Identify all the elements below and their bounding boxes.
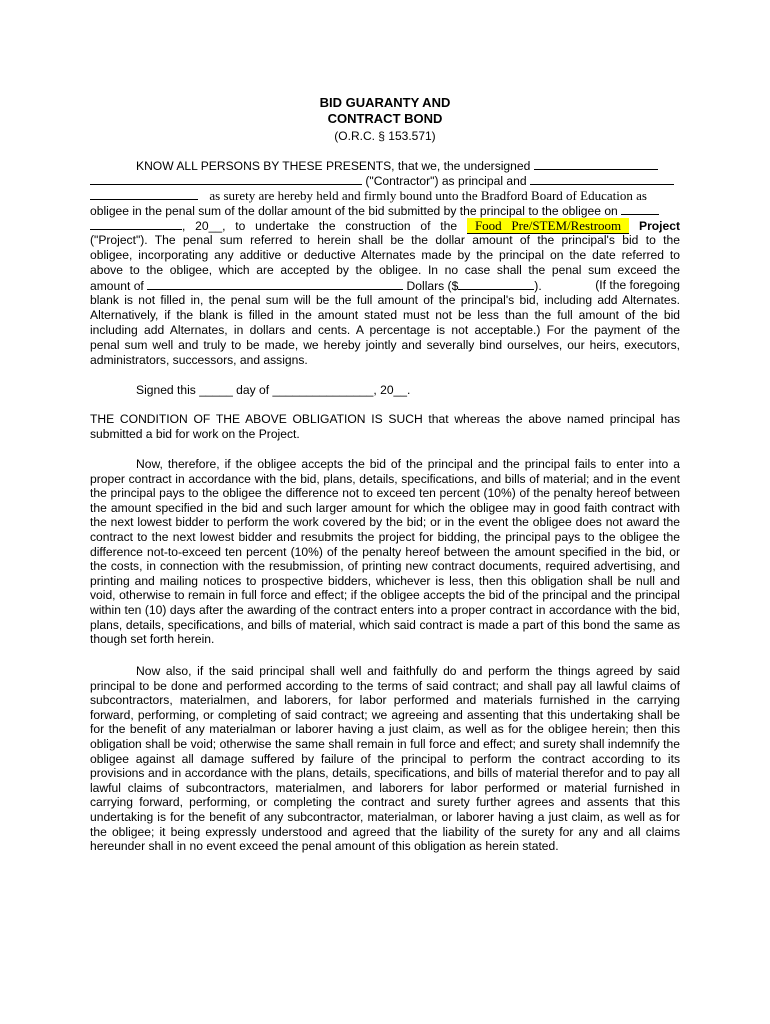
p1-line6: ("Project"). The penal sum referred to herein shall be the dollar amount of the principal's bid to the: [90, 233, 680, 247]
p1-line8: above to the obligee, which are accepted by the obligee. In no case shall the penal sum exceed the: [90, 263, 680, 277]
penal-sum-amount-blank[interactable]: [458, 278, 534, 290]
p1-line11: Alternatively, if the blank is filled in the amount stated must not be less than the full amount of the bid: [90, 308, 680, 322]
p1-line9: amount of Dollars ($ ). (If the foregoing: [90, 278, 680, 293]
p1-line13: penal sum well and truly to be made, we hereby jointly and severally bind ourselves, our heirs, executors,: [90, 338, 680, 352]
p1-line5: , 20__, to undertake the construction of the Food Pre/STEM/Restroom Project: [90, 218, 680, 234]
condition-paragraph: THE CONDITION OF THE ABOVE OBLIGATION IS SUCH that whereas the above named principal has submitted a bid for work on the Project.: [90, 412, 680, 441]
signed-line: Signed this _____ day of _______________, 20__.: [136, 383, 411, 397]
surety-name-blank-cont[interactable]: [90, 188, 198, 200]
document-title-line1: BID GUARANTY AND: [319, 95, 451, 110]
document-title-line2: CONTRACT BOND: [327, 111, 443, 126]
p1-line2: ("Contractor") as principal and: [90, 173, 680, 189]
p1-line10: blank is not filled in, the penal sum will be the full amount of the principal's bid, including add Alternates.: [90, 293, 680, 307]
contractor-name-blank[interactable]: [534, 158, 658, 170]
paragraph-now-therefore: Now, therefore, if the obligee accepts the bid of the principal and the principal fails to enter into a proper contract in accordance with the bid, plans, details, specifications, and bills of material; and in the event the principal pays to the obligee the difference not to exceed ten percent (10%) of the penalty hereof between the amount specified in the bid and such larger amount for which the obligee may in good faith contract with the next lowest bidder to perform the work covered by the bid; or in the event the obligee does not award the contract to the next lowest bidder and resubmits the project for bidding, the principal pays to the obligee the difference not-to-exceed ten percent (10%) of the penalty hereof between the amount specified in the bid, or the costs, in connection with the resubmission, of printing new contract documents, required advertising, and printing and mailing notices to prospective bidders, whichever is less, then this obligation shall be null and void, otherwise to remain in full force and effect; if the obligee accepts the bid of the principal and the principal within ten (10) days after the awarding of the contract enters into a proper contract in accordance with the bid, plans, details, specifications, and bills of material, which said contract is made a part of this bond the same as though set forth herein.: [90, 457, 680, 647]
penal-sum-words-blank[interactable]: [147, 278, 403, 290]
statute-citation: (O.R.C. § 153.571): [334, 129, 436, 143]
p1-line14: administrators, successors, and assigns.: [90, 353, 308, 367]
p1-line12: including add Alternates, in dollars and cents. A percentage is not acceptable.) For the payment of the: [90, 323, 680, 337]
p1-line4: obligee in the penal sum of the dollar amount of the bid submitted by the principal to the obligee on: [90, 203, 680, 219]
bid-date-blank-cont[interactable]: [90, 218, 182, 230]
contractor-name-blank-cont[interactable]: [90, 173, 362, 185]
surety-name-blank[interactable]: [530, 173, 674, 185]
p1-line7: obligee, incorporating any additive or deductive Alternates made by the principal on the date referred to: [90, 248, 680, 262]
p1-line1: KNOW ALL PERSONS BY THESE PRESENTS, that we, the undersigned: [136, 158, 680, 174]
project-name-highlight[interactable]: Food Pre/STEM/Restroom: [467, 218, 629, 234]
bid-date-blank[interactable]: [621, 203, 659, 215]
paragraph-now-also: Now also, if the said principal shall well and faithfully do and perform the things agreed by said principal to be done and performed according to the terms of said contract; and shall pay all lawful claims of subcontractors, materialmen, and laborers, for labor performed and materials furnished in the carrying forward, performing, or completing of said contract; we agreeing and assenting that this undertaking shall be for the benefit of any materialman or laborer having a just claim, as well as for the obligee herein; then this obligation shall be void; otherwise the same shall remain in full force and effect; and surety shall indemnify the obligee against all damage suffered by failure of the principal to perform the contract according to its provisions and in accordance with the plans, details, specifications, and bills of material therefor and to pay all lawful claims of subcontractors, materialmen, and laborers for labor performed or material furnished in carrying forward, performing, or completing the contract and surety further agrees and assents that this undertaking is for the benefit of any subcontractor, materialman, or laborer having a just claim, as well as for the obligee; it being expressly understood and agreed that the liability of the surety for any and all claims hereunder shall in no event exceed the penal amount of this obligation as herein stated.: [90, 664, 680, 854]
p1-line3: as surety are hereby held and firmly bound unto the Bradford Board of Education as: [90, 188, 680, 204]
